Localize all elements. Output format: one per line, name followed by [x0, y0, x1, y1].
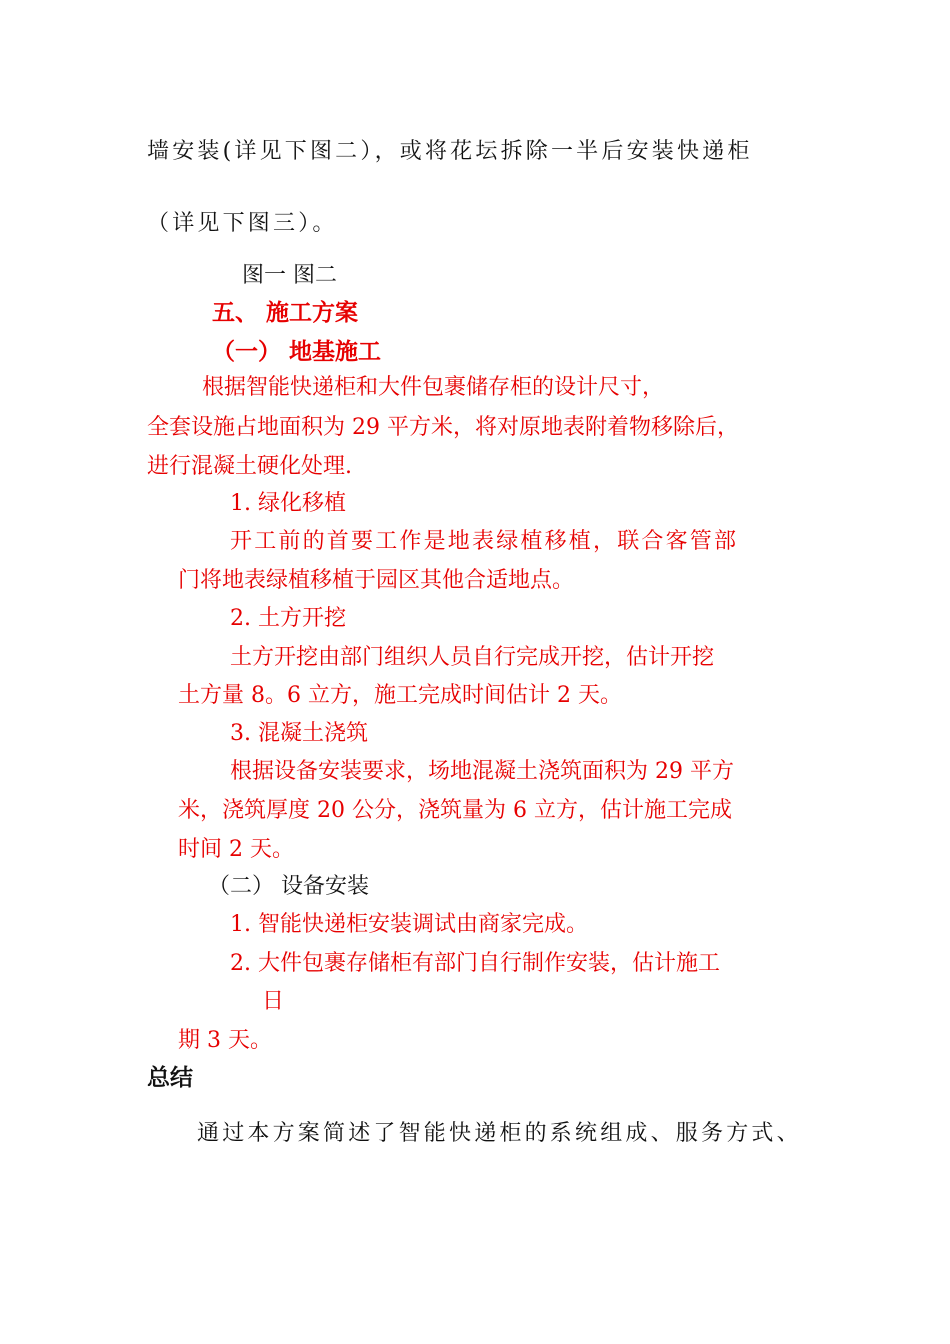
summary-line-1: 通过本方案简述了智能快递柜的系统组成、服务方式、 [197, 1121, 802, 1146]
intro-line-1: 墙安装(详见下图二），或将花坛拆除一半后安装快递柜 [147, 139, 753, 164]
install-item-2-line-3: 期 3 天。 [178, 1028, 272, 1053]
foundation-para-line-2: 全套设施占地面积为 29 平方米，将对原地表附着物移除后， [147, 415, 739, 440]
item-excavation-line-1: 土方开挖由部门组织人员自行完成开挖，估计开挖 [230, 645, 715, 670]
item-concrete-title: 3. 混凝土浇筑 [230, 721, 368, 746]
figure-caption: 图一 图二 [242, 263, 337, 288]
item-greening-line-1: 开工前的首要工作是地表绿植移植，联合客管部 [230, 529, 739, 554]
item-excavation-line-2: 土方量 8。6 立方，施工完成时间估计 2 天。 [178, 683, 622, 708]
foundation-para-line-3: 进行混凝土硬化处理. [147, 454, 352, 479]
install-item-1: 1. 智能快递柜安装调试由商家完成。 [230, 912, 588, 937]
item-greening-line-2: 门将地表绿植移植于园区其他合适地点。 [178, 568, 575, 593]
install-item-2-line-1: 2. 大件包裹存储柜有部门自行制作安装，估计施工 [230, 951, 720, 976]
section-heading: 五、 施工方案 [212, 300, 359, 326]
item-concrete-line-3: 时间 2 天。 [178, 837, 294, 862]
summary-heading: 总结 [147, 1065, 193, 1091]
item-excavation-title: 2. 土方开挖 [230, 606, 346, 631]
foundation-para-line-1: 根据智能快递柜和大件包裹储存柜的设计尺寸， [202, 375, 665, 400]
item-concrete-line-2: 米，浇筑厚度 20 公分，浇筑量为 6 立方，估计施工完成 [178, 798, 732, 823]
item-concrete-line-1: 根据设备安装要求，场地混凝土浇筑面积为 29 平方 [230, 759, 734, 784]
install-item-2-line-2: 日 [262, 989, 285, 1014]
subsection-heading-foundation: （一） 地基施工 [212, 339, 382, 365]
intro-line-2: （详见下图三）。 [147, 211, 338, 236]
item-greening-title: 1. 绿化移植 [230, 491, 346, 516]
subsection-heading-installation: （二） 设备安装 [208, 874, 369, 899]
